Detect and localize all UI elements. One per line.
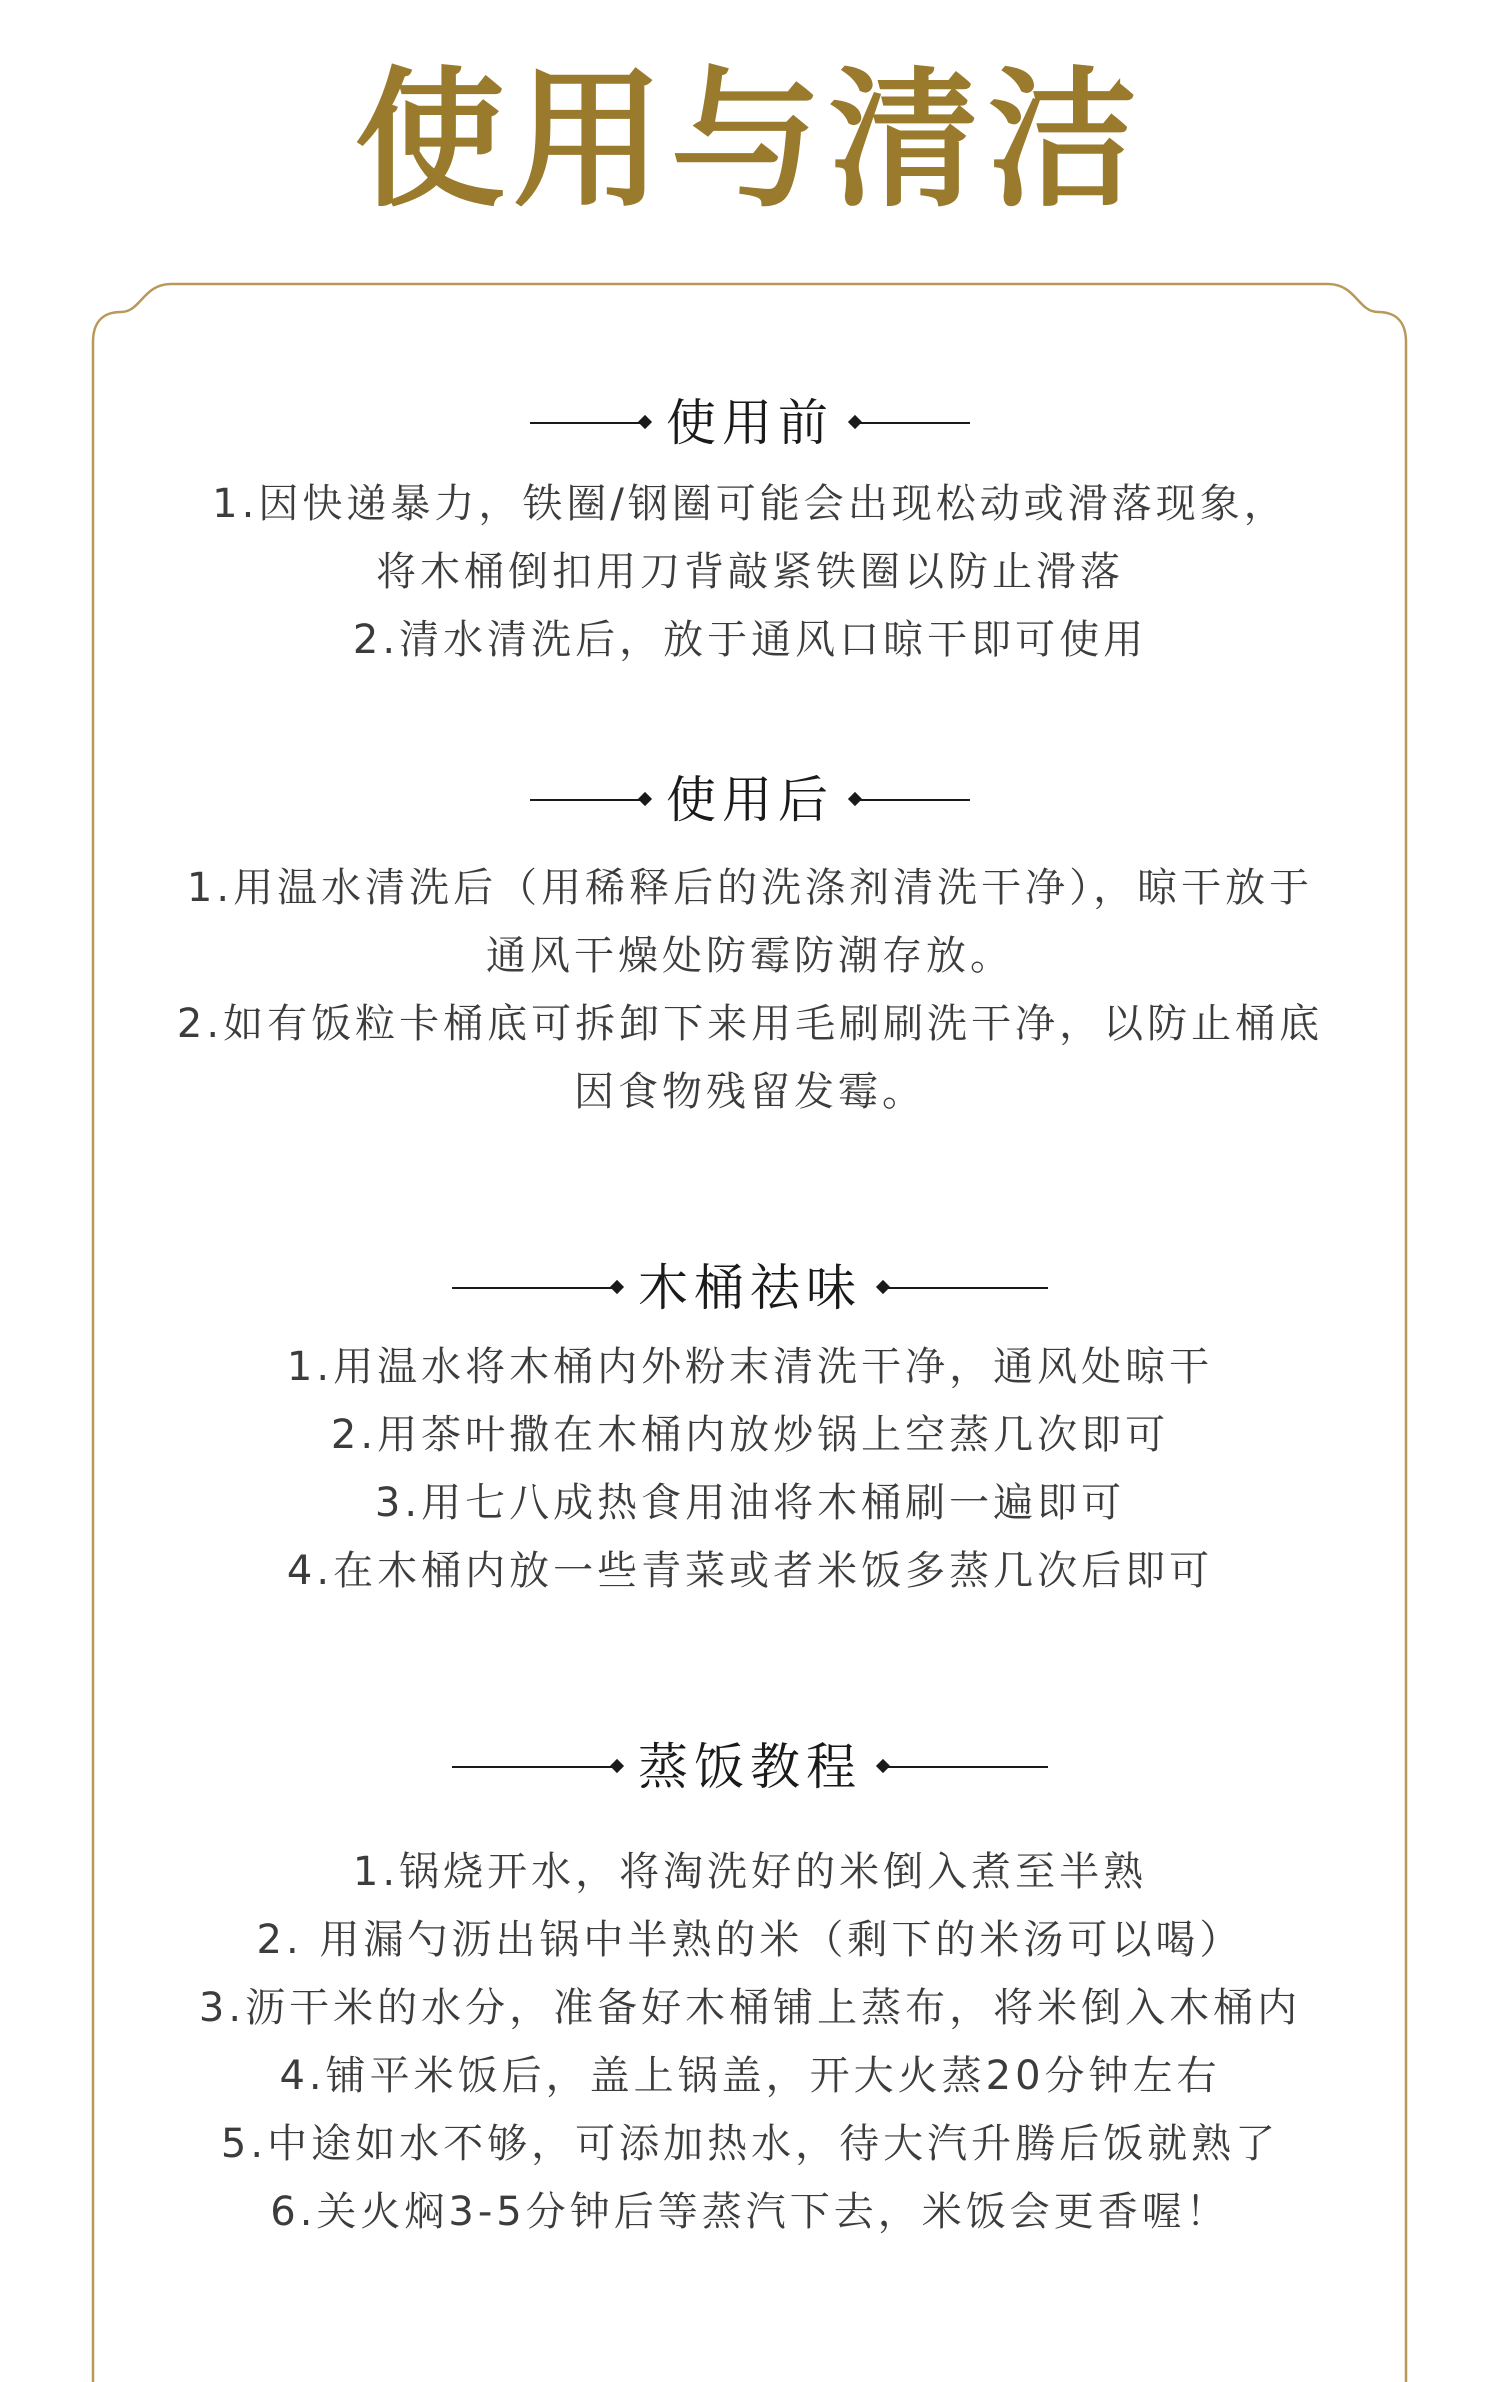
- section-title: 蒸饭教程: [638, 1738, 862, 1796]
- section-heading-deodorize: [0, 1256, 1500, 1320]
- instruction-line: 2.用茶叶撒在木桶内放炒锅上空蒸几次即可: [330, 1412, 1170, 1458]
- instruction-line: 2.清水清洗后，放于通风口晾干即可使用: [352, 617, 1148, 663]
- instruction-line: 3.沥干米的水分，准备好木桶铺上蒸布，将米倒入木桶内: [198, 1985, 1302, 2031]
- section-heading-rice-steaming: [0, 1735, 1500, 1799]
- section-body-after-use: [110, 854, 1390, 1126]
- heading-divider-right: [884, 1766, 1048, 1768]
- instruction-line: 6.关火焖3-5分钟后等蒸汽下去，米饭会更香喔！: [270, 2189, 1230, 2235]
- section-title: 使用前: [666, 394, 834, 452]
- instruction-line: 通风干燥处防霉防潮存放。: [486, 933, 1014, 979]
- page-title: 使用与清洁: [354, 52, 1145, 228]
- heading-divider-right: [856, 799, 970, 801]
- section-title: 使用后: [666, 771, 834, 829]
- heading-divider-left: [530, 422, 644, 424]
- heading-divider-right: [856, 422, 970, 424]
- instruction-line: 将木桶倒扣用刀背敲紧铁圈以防止滑落: [376, 549, 1124, 595]
- heading-divider-left: [452, 1287, 616, 1289]
- instruction-line: 2.如有饭粒卡桶底可拆卸下来用毛刷刷洗干净，以防止桶底: [176, 1001, 1324, 1047]
- instruction-line: 2. 用漏勺沥出锅中半熟的米（剩下的米汤可以喝）: [256, 1917, 1244, 1963]
- instruction-line: 1.用温水将木桶内外粉末清洗干净，通风处晾干: [286, 1344, 1214, 1390]
- section-heading-after-use: [0, 768, 1500, 832]
- heading-divider-left: [530, 799, 644, 801]
- heading-divider-left: [452, 1766, 616, 1768]
- section-body-rice-steaming: [110, 1838, 1390, 2246]
- instruction-line: 4.铺平米饭后，盖上锅盖，开大火蒸20分钟左右: [279, 2053, 1221, 2099]
- instruction-line: 因食物残留发霉。: [574, 1069, 926, 1115]
- heading-divider-right: [884, 1287, 1048, 1289]
- section-title: 木桶祛味: [638, 1259, 862, 1317]
- instruction-line: 3.用七八成热食用油将木桶刷一遍即可: [374, 1480, 1126, 1526]
- instruction-line: 5.中途如水不够，可添加热水，待大汽升腾后饭就熟了: [220, 2121, 1280, 2167]
- section-heading-before-use: [0, 391, 1500, 455]
- section-body-before-use: [110, 470, 1390, 674]
- section-body-deodorize: [110, 1333, 1390, 1605]
- instruction-line: 4.在木桶内放一些青菜或者米饭多蒸几次后即可: [286, 1548, 1214, 1594]
- instruction-line: 1.用温水清洗后（用稀释后的洗涤剂清洗干净），晾干放于: [186, 865, 1314, 911]
- instruction-line: 1.因快递暴力，铁圈/钢圈可能会出现松动或滑落现象，: [212, 481, 1288, 527]
- instruction-line: 1.锅烧开水，将淘洗好的米倒入煮至半熟: [352, 1849, 1148, 1895]
